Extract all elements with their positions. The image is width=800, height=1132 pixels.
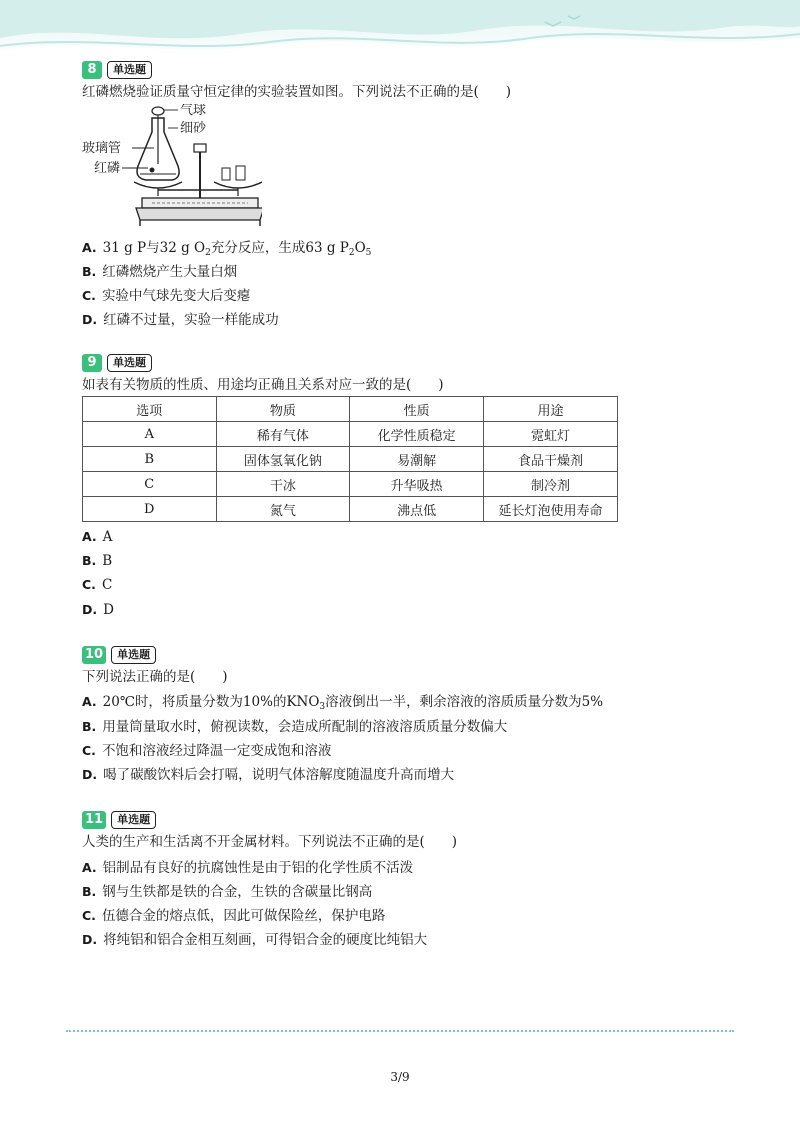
subscript: 2 — [348, 248, 355, 258]
balance-apparatus-figure — [82, 104, 262, 228]
table-cell: C — [83, 472, 217, 497]
question-header — [82, 60, 722, 80]
option-text-part: O — [354, 240, 366, 256]
option-d[interactable] — [82, 930, 427, 950]
question-header — [82, 645, 722, 665]
option-text: 将纯铝和铝合金相互刻画，可得铝合金的硬度比纯铝大 — [103, 932, 428, 948]
label-balloon: 气球 — [180, 104, 207, 118]
option-text: A — [102, 529, 113, 545]
question-number-badge: 8 — [82, 61, 102, 79]
question-number-badge: 9 — [82, 354, 102, 372]
table-cell: 稀有气体 — [216, 422, 350, 447]
properties-table — [82, 396, 618, 522]
table-cell: 干冰 — [216, 472, 350, 497]
table-cell: 霓虹灯 — [484, 422, 618, 447]
option-text: C — [101, 577, 113, 593]
option-letter: C. — [82, 288, 96, 303]
option-a[interactable] — [82, 692, 603, 717]
option-letter: A. — [82, 529, 97, 544]
question-header — [82, 353, 722, 373]
option-text: 实验中气球先变大后变瘪 — [101, 288, 251, 304]
question-type-tag: 单选题 — [107, 61, 152, 79]
table-cell: 食品干燥剂 — [484, 447, 618, 472]
table-cell: 固体氢氧化钠 — [216, 447, 350, 472]
option-c[interactable] — [82, 741, 331, 761]
question-number-badge: 10 — [82, 646, 106, 664]
option-text: 伍德合金的熔点低，因此可做保险丝，保护电路 — [101, 908, 386, 924]
table-row — [83, 497, 618, 522]
option-text: 铝制品有良好的抗腐蚀性是由于铝的化学性质不活泼 — [102, 860, 414, 876]
label-sand: 细砂 — [180, 121, 207, 136]
option-text: 红磷不过量，实验一样能成功 — [103, 312, 279, 328]
option-letter: B. — [82, 719, 97, 734]
option-c[interactable] — [82, 575, 112, 595]
option-b[interactable] — [82, 262, 237, 282]
option-letter: A. — [82, 860, 97, 875]
option-letter: C. — [82, 577, 96, 592]
option-text: 喝了碳酸饮料后会打嗝，说明气体溶解度随温度升高而增大 — [103, 767, 455, 783]
option-a[interactable] — [82, 527, 112, 547]
question-type-tag: 单选题 — [111, 646, 156, 664]
question-11 — [82, 810, 722, 948]
option-text: B — [102, 553, 113, 569]
option-text: D — [103, 602, 114, 618]
question-stem: 红磷燃烧验证质量守恒定律的实验装置如图。下列说法不正确的是( ) — [82, 84, 512, 100]
question-number-badge: 11 — [82, 811, 106, 829]
table-cell: 升华吸热 — [350, 472, 484, 497]
table-cell: 化学性质稳定 — [350, 422, 484, 447]
question-header — [82, 810, 722, 830]
table-cell: D — [83, 497, 217, 522]
option-letter: D. — [82, 312, 98, 327]
option-d[interactable] — [82, 600, 114, 620]
option-text: 钢与生铁都是铁的合金，生铁的含碳量比钢高 — [102, 884, 373, 900]
table-header-cell: 物质 — [216, 397, 350, 422]
footer-divider — [66, 1030, 734, 1032]
question-10 — [82, 645, 722, 783]
label-red-phosphorus: 红磷 — [94, 161, 121, 176]
option-text: 用量筒量取水时，俯视读数，会造成所配制的溶液溶质质量分数偏大 — [102, 719, 508, 735]
option-a[interactable] — [82, 858, 413, 878]
option-text-part: 20℃时，将质量分数为10%的KNO — [102, 694, 320, 710]
question-stem: 下列说法正确的是( ) — [82, 669, 228, 685]
label-glass-tube: 玻璃管 — [82, 141, 122, 156]
question-type-tag: 单选题 — [111, 811, 156, 829]
option-c[interactable] — [82, 906, 385, 926]
question-type-tag: 单选题 — [107, 354, 152, 372]
option-letter: A. — [82, 694, 97, 709]
option-text-part: 溶液倒出一半，剩余溶液的溶质质量分数为5% — [325, 694, 604, 710]
option-letter: D. — [82, 932, 98, 947]
option-letter: B. — [82, 264, 97, 279]
option-b[interactable] — [82, 551, 112, 571]
question-stem: 人类的生产和生活离不开金属材料。下列说法不正确的是( ) — [82, 834, 458, 850]
option-b[interactable] — [82, 882, 372, 902]
table-row — [83, 422, 618, 447]
page-number: 3/9 — [390, 1070, 410, 1084]
table-header-cell: 用途 — [484, 397, 618, 422]
option-letter: D. — [82, 767, 98, 782]
question-9 — [82, 353, 722, 618]
option-d[interactable] — [82, 310, 279, 330]
option-letter: C. — [82, 743, 96, 758]
table-row — [83, 447, 618, 472]
question-8 — [82, 60, 722, 328]
question-stem: 如表有关物质的性质、用途均正确且关系对应一致的是( ) — [82, 377, 444, 393]
option-letter: D. — [82, 602, 98, 617]
option-c[interactable] — [82, 286, 250, 306]
table-cell: 易潮解 — [350, 447, 484, 472]
option-letter: A. — [82, 240, 97, 255]
option-d[interactable] — [82, 765, 454, 785]
option-letter: B. — [82, 553, 97, 568]
option-letter: C. — [82, 908, 96, 923]
subscript: 3 — [319, 702, 326, 712]
table-cell: 氮气 — [216, 497, 350, 522]
option-text: 不饱和溶液经过降温一定变成饱和溶液 — [101, 743, 332, 759]
option-letter: B. — [82, 884, 97, 899]
table-cell: 延长灯泡使用寿命 — [484, 497, 618, 522]
subscript: 5 — [365, 248, 372, 258]
table-row — [83, 472, 618, 497]
option-b[interactable] — [82, 717, 507, 737]
table-header-cell: 性质 — [350, 397, 484, 422]
table-cell: A — [83, 422, 217, 447]
table-header-cell: 选项 — [83, 397, 217, 422]
table-cell: 沸点低 — [350, 497, 484, 522]
option-text-part: 充分反应，生成63 g P — [210, 240, 349, 256]
table-cell: 制冷剂 — [484, 472, 618, 497]
option-text-part: 31 g P与32 g O — [102, 240, 206, 256]
subscript: 2 — [205, 248, 211, 258]
option-text: 红磷燃烧产生大量白烟 — [102, 264, 238, 280]
table-header-row — [83, 397, 618, 422]
table-cell: B — [83, 447, 217, 472]
option-a[interactable] — [82, 238, 371, 263]
